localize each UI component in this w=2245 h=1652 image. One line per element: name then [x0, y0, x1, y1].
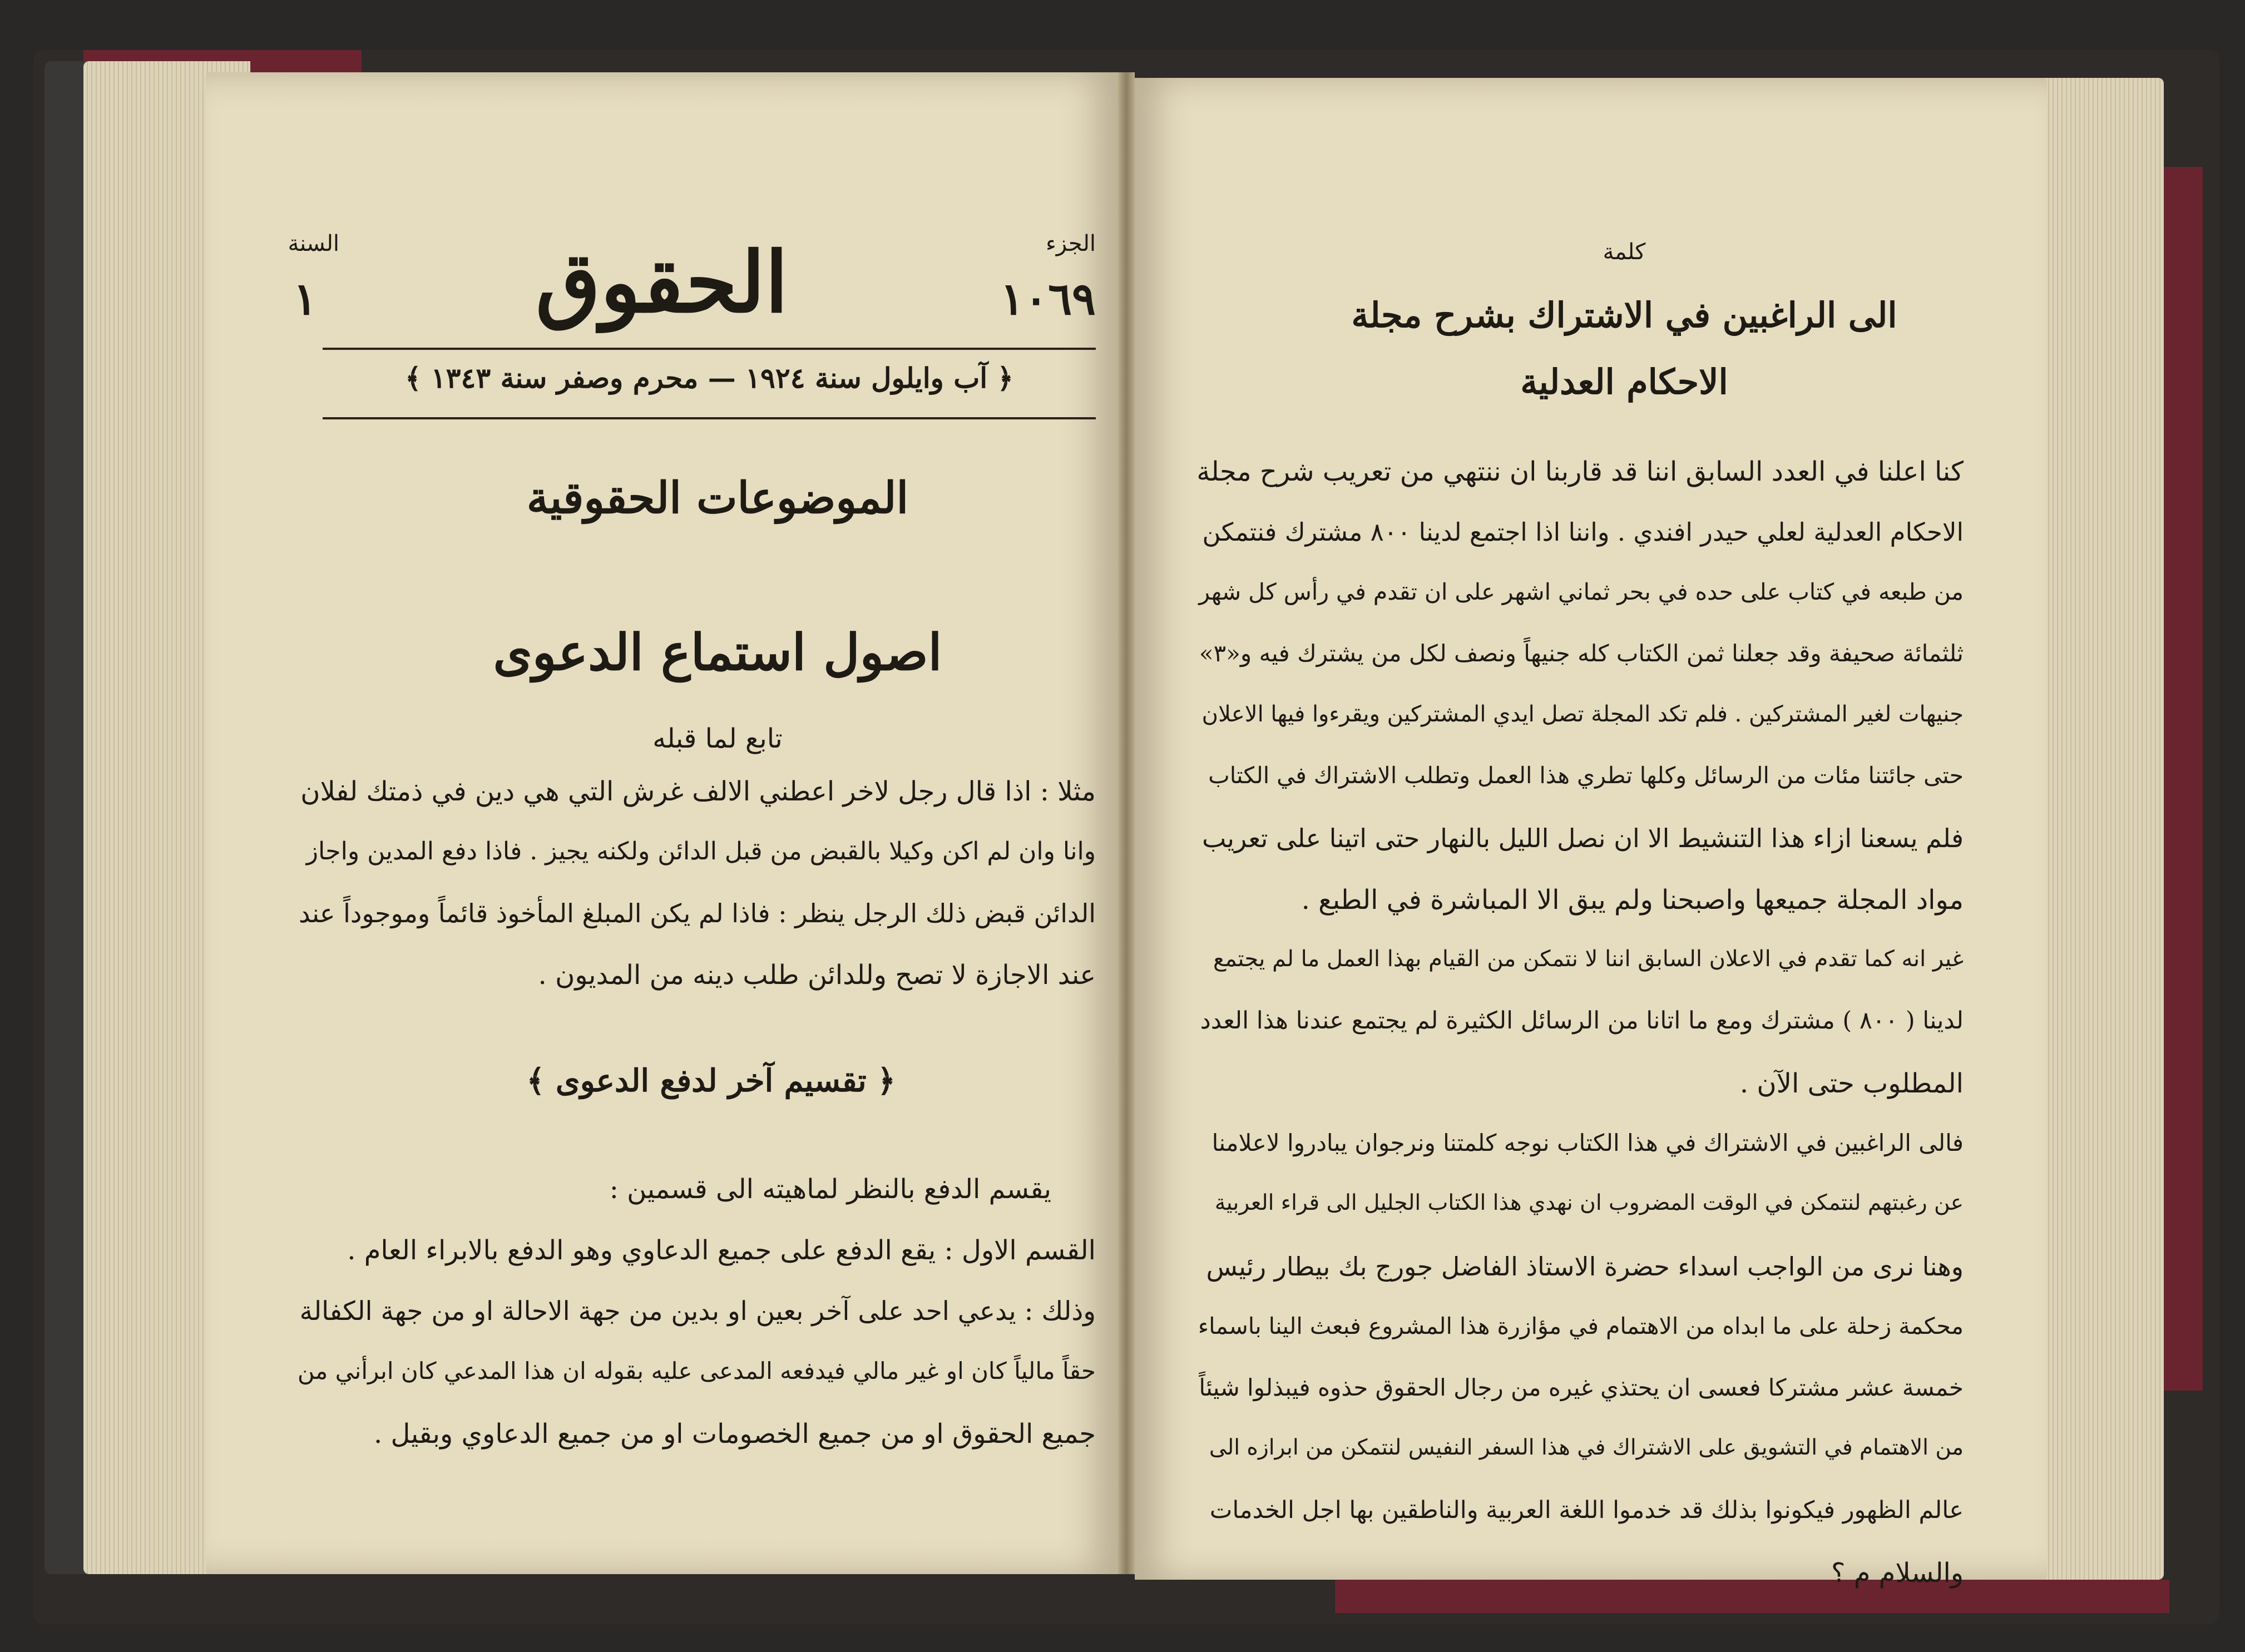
cover-cloth-right	[2158, 167, 2203, 1391]
text-line: جميع الحقوق او من جميع الخصومات او من جميع الدعاوي وبقيل .	[374, 1418, 1096, 1450]
text-line: فالى الراغبين في الاشتراك في هذا الكتاب نوجه كلمتنا ونرجوان يبادروا لاعلامنا	[1211, 1129, 1964, 1156]
date-line: ﴿ آب وايلول سنة ١٩٢٤ — محرم وصفر سنة ١٣٤٣ ﴾	[405, 362, 1013, 394]
text-line: خمسة عشر مشتركا فعسى ان يحتذي غيره من رجال الحقوق حذوه فيبذلوا شيئاً	[1199, 1374, 1964, 1401]
paragraph-2	[295, 1174, 1096, 1519]
text-line: ثلثمائة صحيفة وقد جعلنا ثمن الكتاب كله جنيهاً ونصف لكل من يشترك فيه و«٣»	[1199, 640, 1964, 667]
text-line: عند الاجازة لا تصح وللدائن طلب دينه من المديون .	[538, 959, 1096, 991]
text-line: مواد المجلة جميعها واصبحنا ولم يبق الا المباشرة في الطبع .	[1301, 884, 1964, 916]
text-line: فلم يسعنا ازاء هذا التنشيط الا ان نصل الليل بالنهار حتى اتينا على تعريب	[1202, 823, 1964, 853]
text-line: جنيهات لغير المشتركين . فلم تكد المجلة تصل ايدي المشتركين ويقرءوا فيها الاعلان	[1201, 701, 1964, 727]
text-line: وهنا نرى من الواجب اسداء حضرة الاستاذ الفاضل جورج بك بيطار رئيس	[1206, 1252, 1964, 1282]
book-gutter	[1118, 72, 1135, 1574]
text-line: محكمة زحلة على ما ابداه من الاهتمام في مؤازرة هذا المشروع فبعث الينا باسماء	[1198, 1313, 1964, 1339]
paragraph-1	[295, 776, 1096, 1043]
text-line: يقسم الدفع بالنظر لماهيته الى قسمين :	[609, 1174, 1051, 1205]
text-line: القسم الاول : يقع الدفع على جميع الدعاوي وهو الدفع بالابراء العام .	[347, 1235, 1096, 1266]
text-line: حتى جائتنا مئات من الرسائل وكلها تطري هذا العمل وتطلب الاشتراك في الكتاب	[1208, 762, 1964, 789]
right-page	[1135, 78, 2047, 1589]
left-page	[206, 72, 1118, 1574]
masthead-rule-bottom	[323, 417, 1096, 419]
text-line: وذلك : يدعي احد على آخر بعين او بدين من جهة الاحالة او من جهة الكفالة	[299, 1296, 1096, 1327]
part-value: ١٠٦٩	[1000, 273, 1096, 325]
text-line: لدينا ( ٨٠٠ ) مشترك ومع ما اتانا من الرسائل الكثيرة لم يجتمع عندنا هذا العدد	[1200, 1007, 1964, 1035]
text-line: من طبعه في كتاب على حده في بحر ثماني اشهر على ان تقدم في رأس كل شهر	[1199, 578, 1964, 605]
article-title: اصول استماع الدعوى	[493, 623, 942, 682]
text-line: مثلا : اذا قال رجل لاخر اعطني الالف غرش التي هي دين في ذمتك لفلان	[300, 776, 1096, 807]
notice-heading-line-1: الى الراغبين في الاشتراك بشرح مجلة	[1351, 295, 1897, 335]
text-line: المطلوب حتى الآن .	[1739, 1068, 1964, 1099]
text-line: من الاهتمام في التشويق على الاشتراك في هذا السفر النفيس لنتمكن من ابرازه الى	[1209, 1435, 1964, 1460]
page-stack-right	[2030, 78, 2164, 1580]
notice-heading-line-2: الاحكام العدلية	[1520, 362, 1728, 402]
text-line: والسلام م ؟	[1831, 1557, 1964, 1589]
text-line: وانا وان لم اكن وكيلا بالقبض من قبل الدائن ولكنه يجيز . فاذا دفع المدين واجاز	[306, 837, 1096, 865]
subheading: ﴿ تقسيم آخر لدفع الدعوى ﴾	[526, 1062, 896, 1099]
section-heading: الموضوعات الحقوقية	[526, 473, 909, 523]
text-line: الدائن قبض ذلك الرجل ينظر : فاذا لم يكن المبلغ المأخوذ قائماً وموجوداً عند	[298, 898, 1096, 928]
year-label: السنة	[288, 231, 339, 256]
journal-title: الحقوق	[536, 234, 788, 332]
text-line: غير انه كما تقدم في الاعلان السابق اننا لا نتمكن من القيام بهذا العمل ما لم يجتمع	[1213, 946, 1964, 972]
notice-label: كلمة	[1603, 239, 1646, 265]
text-line: عالم الظهور فيكونوا بذلك قد خدموا اللغة العربية والناطقين بها اجل الخدمات	[1209, 1496, 1964, 1524]
notice-body	[1196, 456, 1964, 1613]
cover-corner-left	[44, 61, 89, 1574]
continued-note: تابع لما قبله	[652, 723, 783, 754]
part-label: الجزء	[1046, 231, 1096, 256]
text-line: الاحكام العدلية لعلي حيدر افندي . واننا اذا اجتمع لدينا ٨٠٠ مشترك فنتمكن	[1202, 517, 1964, 547]
text-line: كنا اعلنا في العدد السابق اننا قد قاربنا ان ننتهي من تعريب شرح مجلة	[1196, 456, 1964, 487]
year-value: ١	[293, 273, 317, 325]
text-line: حقاً مالياً كان او غير مالي فيدفعه المدعى عليه بقوله ان هذا المدعي كان ابرأني من	[297, 1357, 1096, 1384]
text-line: عن رغبتهم لنتمكن في الوقت المضروب ان نهدي هذا الكتاب الجليل الى قراء العربية	[1214, 1190, 1964, 1215]
masthead-rule-top	[323, 348, 1096, 350]
